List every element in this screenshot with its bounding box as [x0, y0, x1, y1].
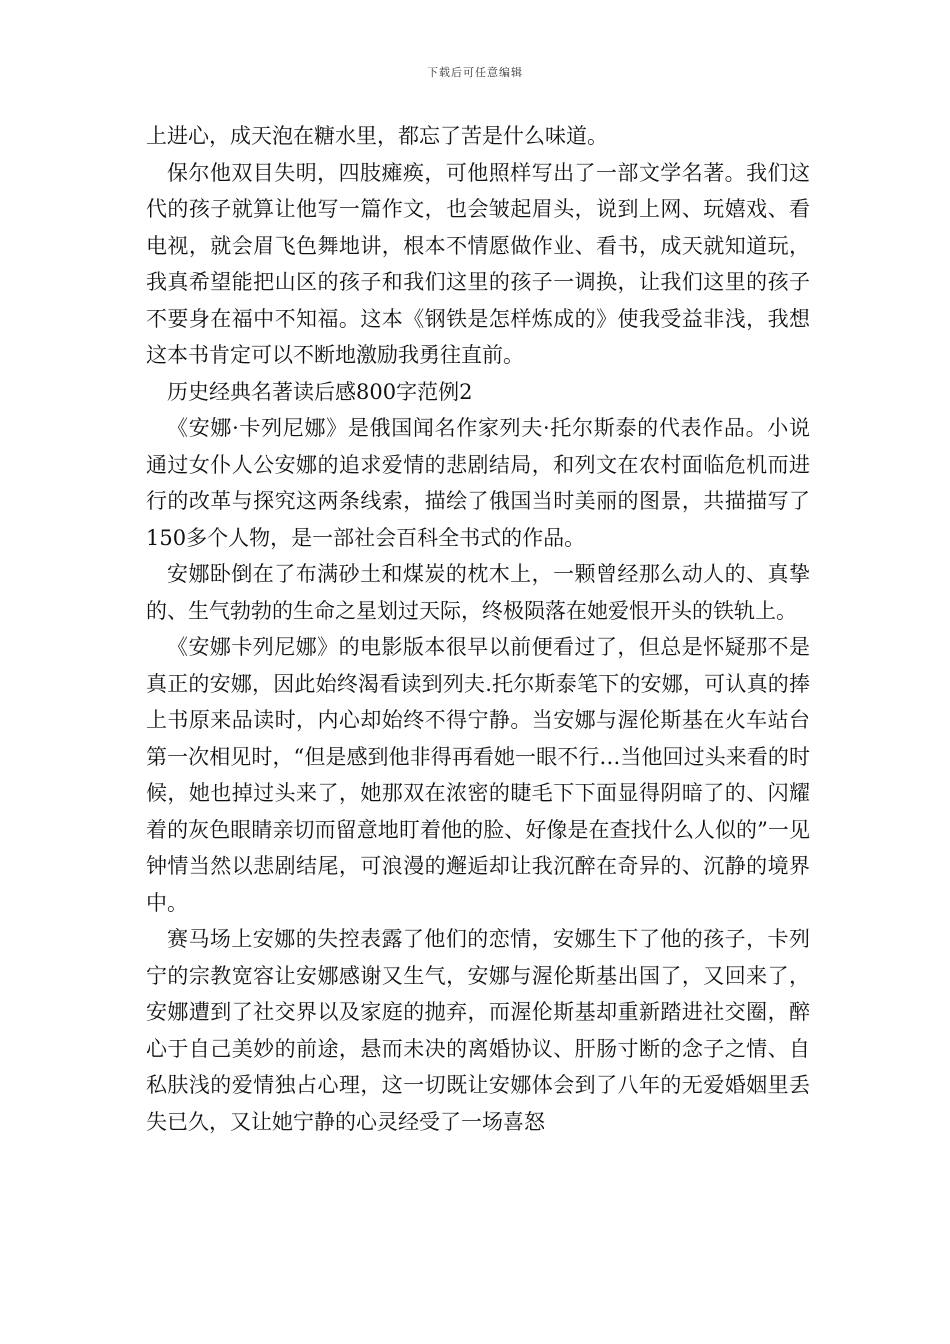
- paragraph: 《安娜·卡列尼娜》是俄国闻名作家列夫·托尔斯泰的代表作品。小说通过女仆人公安娜的追求爱情的悲剧结局，和列文在农村面临危机而进行的改革与探究这两条线索，描绘了俄国当时美丽的图景，共描描写了150多个人物，是一部社会百科全书式的作品。: [146, 416, 810, 550]
- paragraph: 《安娜卡列尼娜》的电影版本很早以前便看过了，但总是怀疑那不是真正的安娜，因此始终渴看读到列夫.托尔斯泰笔下的安娜，可认真的捧上书原来品读时，内心却始终不得宁静。当安娜与渥伦斯基在火车站台第一次相见时，“但是感到他非得再看她一眼不行…当他回过头来看的时候，她也掉过头来了，她那双在浓密的睫毛下下面显得阴暗了的、闪耀着的灰色眼睛亲切而留意地盯着他的脸、好像是在查找什么人似的”一见钟情当然以悲剧结尾，可浪漫的邂逅却让我沉醉在奇异的、沉静的境界中。: [146, 635, 810, 915]
- paragraph: 上进心，成天泡在糖水里，都忘了苦是什么味道。: [146, 124, 608, 148]
- section-heading: 历史经典名著读后感800字范例2: [167, 379, 473, 404]
- paragraph: 赛马场上安娜的失控表露了他们的恋情，安娜生下了他的孩子，卡列宁的宗教宽容让安娜感谢又生气，安娜与渥伦斯基出国了，又回来了，安娜遭到了社交界以及家庭的抛弃，而渥伦斯基却重新踏进社交圈，醉心于自己美妙的前途，悬而未决的离婚协议、肝肠寸断的念子之情、自私肤浅的爱情独占心理，这一切既让安娜体会到了八年的无爱婚姻里丢失已久，又让她宁静的心灵经受了一场喜怒: [146, 927, 810, 1134]
- page-header: 下载后可任意编辑: [427, 66, 523, 79]
- paragraph: 保尔他双目失明，四肢瘫痪，可他照样写出了一部文学名著。我们这代的孩子就算让他写一篇作文，也会皱起眉头，说到上网、玩嬉戏、看电视，就会眉飞色舞地讲，根本不情愿做作业、看书，成天就知道玩，我真希望能把山区的孩子和我们这里的孩子一调换，让我们这里的孩子不要身在福中不知福。这本《钢铁是怎样炼成的》使我受益非浅，我想这本书肯定可以不断地激励我勇往直前。: [146, 160, 810, 367]
- document-body: [146, 118, 810, 1140]
- paragraph: 安娜卧倒在了布满砂土和煤炭的枕木上，一颗曾经那么动人的、真挚的、生气勃勃的生命之星划过天际，终极陨落在她爱恨开头的铁轨上。: [146, 562, 810, 623]
